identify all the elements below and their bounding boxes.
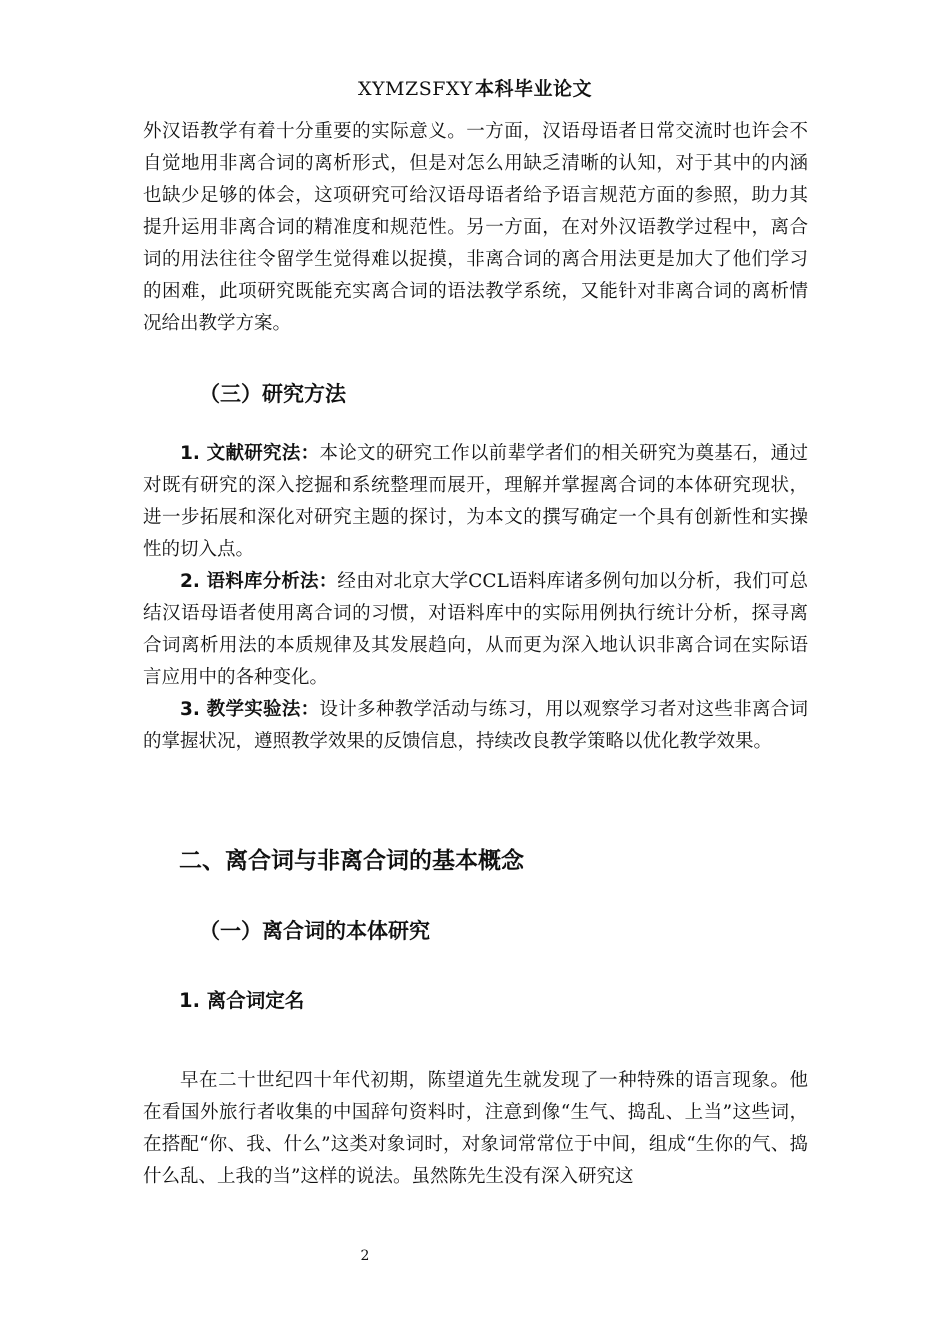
chapter-heading: 二、离合词与非离合词的基本概念 [179, 848, 524, 874]
method-item-experiment [143, 694, 808, 758]
definition-paragraph: 早在二十世纪四十年代初期，陈望道先生就发现了一种特殊的语言现象。他在看国外旅行者收集的中国辞句资料时，注意到像“生气、捣乱、上当”这些词，在搭配“你、我、什么”这类对象词时，对象词常常位于中间，组成“生你的气、捣什么乱、上我的当”这样的说法。虽然陈先生没有深入研究这 [143, 1070, 808, 1187]
method-label: 2. 语料库分析法： [180, 571, 338, 592]
intro-paragraph: 外汉语教学有着十分重要的实际意义。一方面，汉语母语者日常交流时也许会不自觉地用非离合词的离析形式，但是对怎么用缺乏清晰的认知，对于其中的内涵也缺少足够的体会，这项研究可给汉语母语者给予语言规范方面的参照，助力其提升运用非离合词的精准度和规范性。另一方面，在对外汉语教学过程中，离合词的用法往往令留学生觉得难以捉摸，非离合词的离合用法更是加大了他们学习的困难，此项研究既能充实离合词的语法教学系统，又能针对非离合词的离析情况给出教学方案。 [143, 121, 808, 334]
section-heading-methods: （三）研究方法 [199, 382, 346, 406]
spacer [143, 758, 808, 842]
page-number: 2 [360, 1248, 370, 1264]
page-content [143, 116, 808, 1193]
spacer [143, 945, 808, 985]
method-text: 设计多种教学活动与练习，用以观察学习者对这些非离合词的掌握状况，遵照教学效果的反馈信息，持续改良教学策略以优化教学效果。 [143, 699, 808, 752]
header-code: XYMZSFXY [357, 78, 473, 100]
method-item-corpus [143, 566, 808, 694]
method-text: 经由对北京大学CCL语料库诸多例句加以分析，我们可总结汉语母语者使用离合词的习惯，对语料库中的实际用例执行统计分析，探寻离合词离析用法的本质规律及其发展趋向，从而更为深入地认识非离合词在实际语言应用中的各种变化。 [143, 571, 808, 688]
page-header [0, 74, 950, 101]
spacer [143, 408, 808, 438]
header-title: 本科毕业论文 [474, 78, 592, 100]
spacer [143, 1013, 808, 1065]
method-label: 3. 教学实验法： [180, 699, 320, 720]
method-label: 1. 文献研究法： [180, 443, 320, 464]
spacer [143, 875, 808, 915]
method-item-literature [143, 438, 808, 566]
subsection-heading: （一）离合词的本体研究 [199, 919, 430, 943]
spacer [143, 340, 808, 378]
method-text: 本论文的研究工作以前辈学者们的相关研究为奠基石，通过对既有研究的深入挖掘和系统整理而展开，理解并掌握离合词的本体研究现状，进一步拓展和深化对研究主题的探讨，为本文的撰写确定一个具有创新性和实操性的切入点。 [143, 443, 808, 560]
subsubsection-heading: 1. 离合词定名 [179, 989, 305, 1012]
